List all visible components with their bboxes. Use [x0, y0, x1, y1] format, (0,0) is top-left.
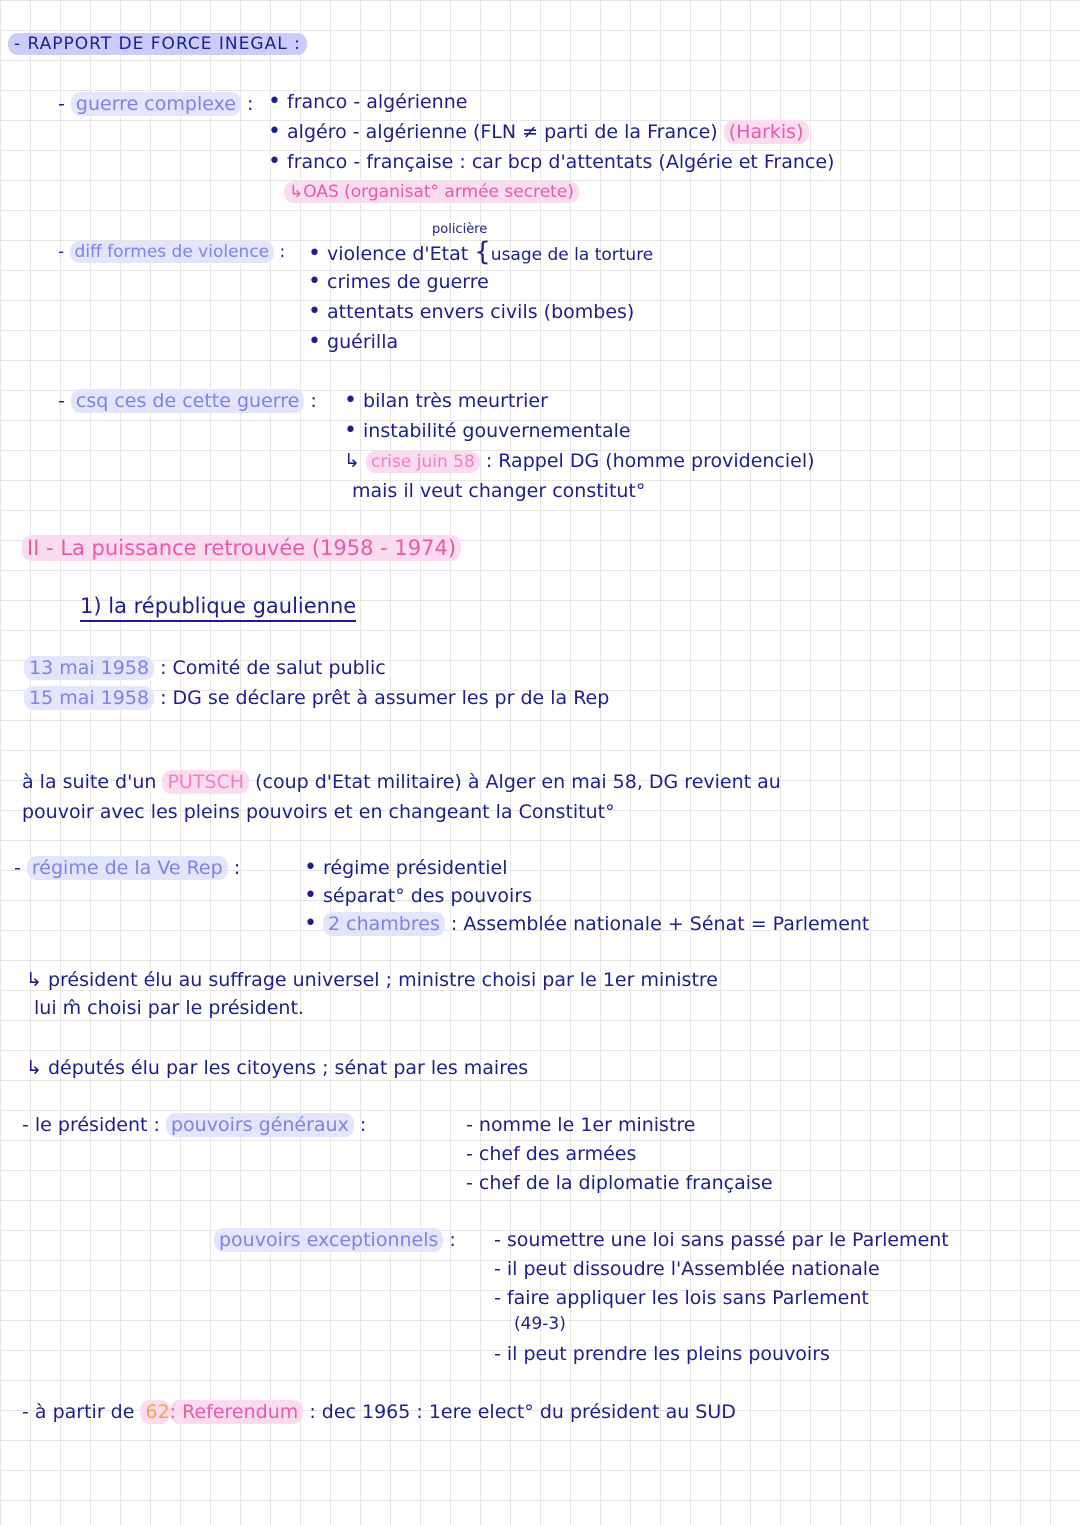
list-item: - soumettre une loi sans passé par le Parlement: [494, 1229, 949, 1251]
list-item: - nomme le 1er ministre: [466, 1114, 696, 1136]
guerre-complexe-label: - guerre complexe :: [58, 93, 254, 115]
list-item: • franco - algérienne: [268, 89, 468, 114]
date-row: 13 mai 1958 : Comité de salut public: [24, 656, 386, 680]
list-item: • guérilla: [308, 329, 399, 354]
putsch-line-1: à la suite d'un PUTSCH (coup d'Etat militaire) à Alger en mai 58, DG revient au: [22, 771, 781, 793]
list-item: - chef des armées: [466, 1143, 637, 1165]
list-item: • bilan très meurtrier: [344, 388, 548, 413]
exceptionnels-label: pouvoirs exceptionnels :: [214, 1228, 456, 1252]
section2-title: II - La puissance retrouvée (1958 - 1974): [22, 536, 461, 560]
president-elu-line-1: ↳ président élu au suffrage universel ; ministre choisi par le 1er ministre: [26, 969, 718, 991]
putsch-line-2: pouvoir avec les pleins pouvoirs et en changeant la Constitut°: [22, 801, 615, 823]
section2-subtitle: 1) la république gaulienne: [80, 594, 356, 618]
list-item: • algéro - algérienne (FLN ≠ parti de la France) (Harkis): [268, 120, 809, 144]
section1-heading: - RAPPORT DE FORCE INEGAL :: [8, 32, 307, 56]
deputes-line: ↳ députés élu par les citoyens ; sénat par les maires: [26, 1057, 529, 1079]
list-item: • 2 chambres : Assemblée nationale + Sénat = Parlement: [304, 911, 870, 936]
list-item: - il peut dissoudre l'Assemblée nationale: [494, 1258, 880, 1280]
list-item: - il peut prendre les pleins pouvoirs: [494, 1343, 830, 1365]
crise-note: ↳ crise juin 58 : Rappel DG (homme providenciel): [344, 450, 815, 472]
list-item: • régime présidentiel: [304, 855, 508, 880]
list-item: • violence d'Etat {usage de la torture: [308, 237, 654, 267]
oas-note: ↳OAS (organisat° armée secrete): [284, 180, 579, 204]
list-item: • séparat° des pouvoirs: [304, 883, 533, 908]
consequences-label: - csq ces de cette guerre :: [58, 390, 317, 412]
regime-label: - régime de la Ve Rep :: [14, 857, 241, 879]
section1-title: RAPPORT DE FORCE INEGAL: [27, 34, 288, 54]
referendum-line: - à partir de 62: Referendum : dec 1965 : 1ere elect° du président au SUD: [22, 1401, 736, 1423]
date-row: 15 mai 1958 : DG se déclare prêt à assumer les pr de la Rep: [24, 686, 609, 710]
president-label: - le président : pouvoirs généraux :: [22, 1114, 367, 1136]
list-item: • crimes de guerre: [308, 269, 489, 294]
list-item-note: (49-3): [514, 1314, 566, 1334]
formes-violence-label: - diff formes de violence :: [58, 242, 286, 262]
crise-note-2: mais il veut changer constitut°: [352, 480, 646, 502]
list-item: • franco - française : car bcp d'attentats (Algérie et France): [268, 149, 835, 174]
list-item: • attentats envers civils (bombes): [308, 299, 635, 324]
list-item: • instabilité gouvernementale: [344, 418, 631, 443]
list-item: - chef de la diplomatie française: [466, 1172, 773, 1194]
list-item: - faire appliquer les lois sans Parlement: [494, 1287, 869, 1309]
president-elu-line-2: lui m̂ choisi par le président.: [34, 997, 304, 1019]
policiere-note: policière: [432, 222, 488, 237]
